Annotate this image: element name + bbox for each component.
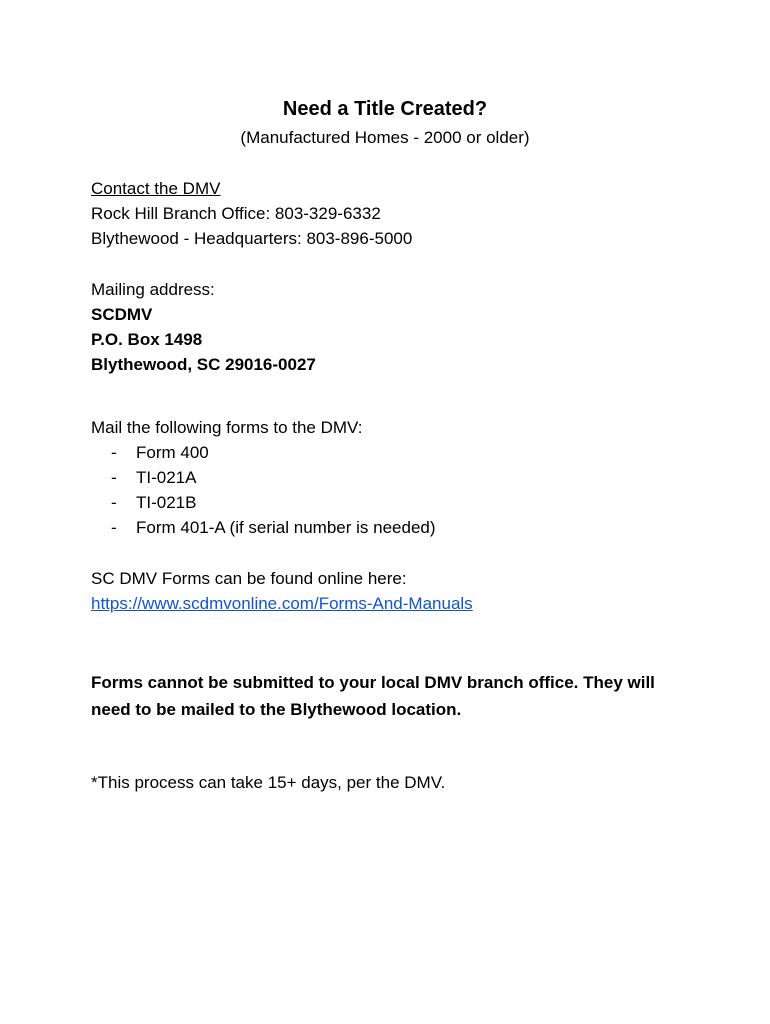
mailing-line-name: SCDMV bbox=[91, 305, 153, 324]
list-bullet: - bbox=[111, 443, 117, 462]
list-bullet: - bbox=[111, 518, 117, 537]
contact-heading: Contact the DMV bbox=[91, 179, 221, 198]
list-item bbox=[111, 466, 196, 490]
contact-line-rock-hill: Rock Hill Branch Office: 803-329-6332 bbox=[91, 204, 381, 223]
list-bullet: - bbox=[111, 468, 117, 487]
online-forms-link-row bbox=[91, 592, 473, 616]
list-item-text: Form 401-A (if serial number is needed) bbox=[136, 518, 436, 537]
list-item-text: TI-021A bbox=[136, 468, 197, 487]
list-item-text: Form 400 bbox=[136, 443, 209, 462]
list-item-text: TI-021B bbox=[136, 493, 197, 512]
forms-and-manuals-link[interactable]: https://www.scdmvonline.com/Forms-And-Manuals bbox=[91, 594, 473, 613]
footnote-text: *This process can take 15+ days, per the DMV. bbox=[91, 773, 446, 792]
list-bullet: - bbox=[111, 493, 117, 512]
mailing-line-city: Blythewood, SC 29016-0027 bbox=[91, 355, 316, 374]
online-forms-text: SC DMV Forms can be found online here: bbox=[91, 569, 407, 588]
contact-line-blythewood: Blythewood - Headquarters: 803-896-5000 bbox=[91, 229, 413, 248]
mailing-line-po-box: P.O. Box 1498 bbox=[91, 330, 203, 349]
list-item bbox=[111, 441, 209, 465]
list-item bbox=[111, 491, 196, 515]
list-item bbox=[111, 516, 436, 540]
page-subtitle: (Manufactured Homes - 2000 or older) bbox=[240, 128, 530, 147]
forms-heading: Mail the following forms to the DMV: bbox=[91, 418, 363, 437]
page-title: Need a Title Created? bbox=[282, 98, 488, 120]
notice-text: Forms cannot be submitted to your local DMV branch office. They will need to be mailed to the Blythewood location. bbox=[91, 673, 655, 719]
mailing-heading: Mailing address: bbox=[91, 280, 215, 299]
